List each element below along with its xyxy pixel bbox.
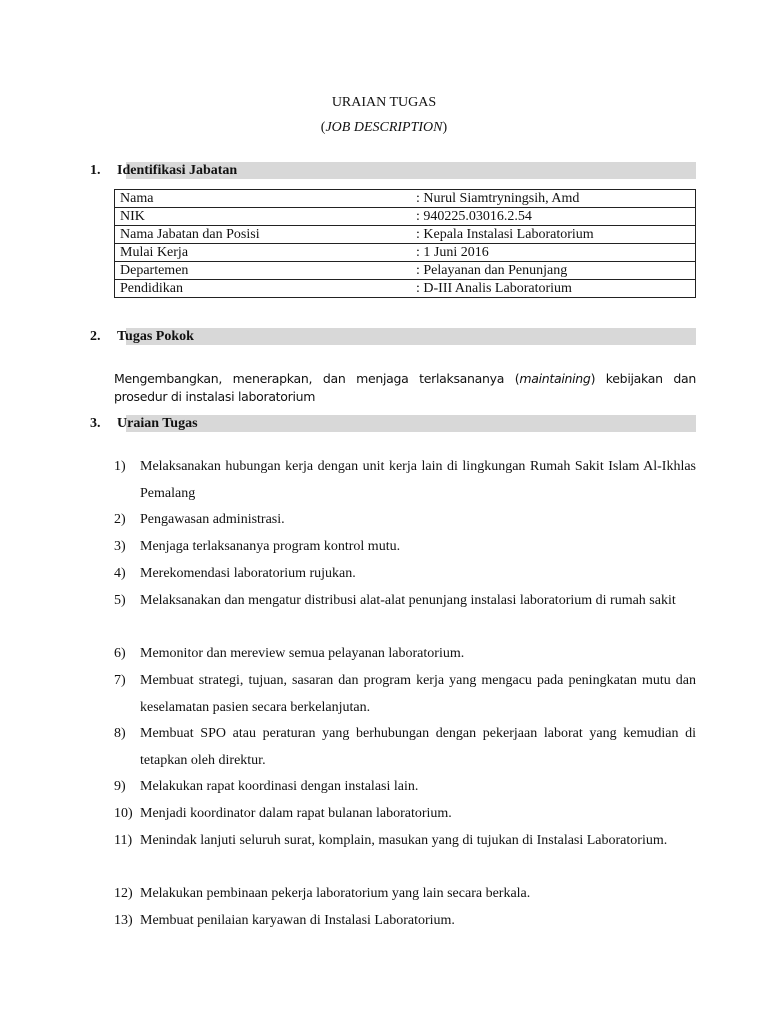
list-item <box>114 506 696 533</box>
table-row <box>115 280 696 298</box>
list-item-text: Melakukan rapat koordinasi dengan instalasi lain. <box>140 779 419 794</box>
list-item <box>114 773 696 800</box>
subtitle-text: JOB DESCRIPTION <box>325 120 443 135</box>
section-number: 2. <box>90 329 101 344</box>
list-item <box>114 533 696 560</box>
list-item <box>114 640 696 667</box>
list-item-text: Menjaga terlaksananya program kontrol mutu. <box>140 539 401 554</box>
list-item-number: 8) <box>114 726 126 741</box>
list-item-number: 1) <box>114 459 126 474</box>
paragraph-text-after: ) kebijakan dan prosedur di instalasi laboratorium <box>114 371 696 404</box>
list-item-number: 12) <box>114 886 133 901</box>
list-item-text: Membuat penilaian karyawan di Instalasi Laboratorium. <box>140 913 455 928</box>
identification-table <box>114 189 696 298</box>
table-row <box>115 244 696 262</box>
table-key: Pendidikan <box>115 280 412 298</box>
subtitle-close-paren: ) <box>442 120 448 135</box>
list-item-number: 13) <box>114 913 133 928</box>
list-item-number: 11) <box>114 833 133 848</box>
section-heading-identifikasi <box>90 162 696 179</box>
list-item-number: 10) <box>114 806 133 821</box>
list-item-number: 2) <box>114 512 126 527</box>
table-value: : D-III Analis Laboratorium <box>411 280 696 298</box>
table-row <box>115 262 696 280</box>
document-title: URAIAN TUGAS <box>331 95 437 110</box>
list-item-number: 7) <box>114 673 126 688</box>
list-item <box>114 880 696 907</box>
table-key: NIK <box>115 208 412 226</box>
table-value: : Kepala Instalasi Laboratorium <box>411 226 696 244</box>
list-item-text: Membuat SPO atau peraturan yang berhubungan dengan pekerjaan laborat yang kemudian di tetapkan oleh direktur. <box>140 726 696 768</box>
section-label: Uraian Tugas <box>117 416 198 431</box>
table-value: : 1 Juni 2016 <box>411 244 696 262</box>
list-item-number: 6) <box>114 646 126 661</box>
list-item <box>114 720 696 774</box>
subtitle-open-paren: ( <box>320 120 326 135</box>
list-item <box>114 667 696 721</box>
section-number: 1. <box>90 163 101 178</box>
table-row <box>115 208 696 226</box>
list-item-number: 3) <box>114 539 126 554</box>
list-item <box>114 827 696 854</box>
list-item-text: Melaksanakan dan mengatur distribusi alat-alat penunjang instalasi laboratorium di rumah sakit <box>140 593 676 608</box>
list-item-text: Merekomendasi laboratorium rujukan. <box>140 566 356 581</box>
list-item-text: Menindak lanjuti seluruh surat, komplain, masukan yang di tujukan di Instalasi Laboratorium. <box>140 833 668 848</box>
section-number: 3. <box>90 416 101 431</box>
table-key: Nama <box>115 190 412 208</box>
table-row <box>115 190 696 208</box>
list-item <box>114 907 696 934</box>
list-item-text: Melakukan pembinaan pekerja laboratorium yang lain secara berkala. <box>140 886 531 901</box>
section-label: Identifikasi Jabatan <box>117 163 238 178</box>
tugas-pokok-paragraph <box>114 370 696 406</box>
table-key: Nama Jabatan dan Posisi <box>115 226 412 244</box>
paragraph-italic-term: maintaining <box>519 371 591 386</box>
list-item <box>114 800 696 827</box>
section-heading-shade <box>126 328 696 345</box>
list-item-text: Pengawasan administrasi. <box>140 512 285 527</box>
table-value: : Nurul Siamtryningsih, Amd <box>411 190 696 208</box>
list-item-number: 5) <box>114 593 126 608</box>
table-value: : Pelayanan dan Penunjang <box>411 262 696 280</box>
section-heading-uraian-tugas <box>90 415 696 432</box>
list-item <box>114 453 696 507</box>
list-item <box>114 587 696 614</box>
list-item-text: Menjadi koordinator dalam rapat bulanan laboratorium. <box>140 806 452 821</box>
table-key: Mulai Kerja <box>115 244 412 262</box>
table-key: Departemen <box>115 262 412 280</box>
document-subtitle <box>0 120 768 136</box>
list-item-text: Memonitor dan mereview semua pelayanan laboratorium. <box>140 646 465 661</box>
section-heading-shade <box>126 415 696 432</box>
table-row <box>115 226 696 244</box>
table-value: : 940225.03016.2.54 <box>411 208 696 226</box>
section-heading-tugas-pokok <box>90 328 696 345</box>
list-item-text: Membuat strategi, tujuan, sasaran dan program kerja yang mengacu pada peningkatan mutu dan keselamatan pasien secara berkelanjutan. <box>140 673 696 715</box>
list-item-number: 9) <box>114 779 126 794</box>
list-item-number: 4) <box>114 566 126 581</box>
section-label: Tugas Pokok <box>117 329 194 344</box>
list-item-text: Melaksanakan hubungan kerja dengan unit kerja lain di lingkungan Rumah Sakit Islam Al-Ikhlas Pemalang <box>140 459 696 501</box>
list-item <box>114 560 696 587</box>
paragraph-text-before: Mengembangkan, menerapkan, dan menjaga terlaksananya ( <box>114 371 520 386</box>
